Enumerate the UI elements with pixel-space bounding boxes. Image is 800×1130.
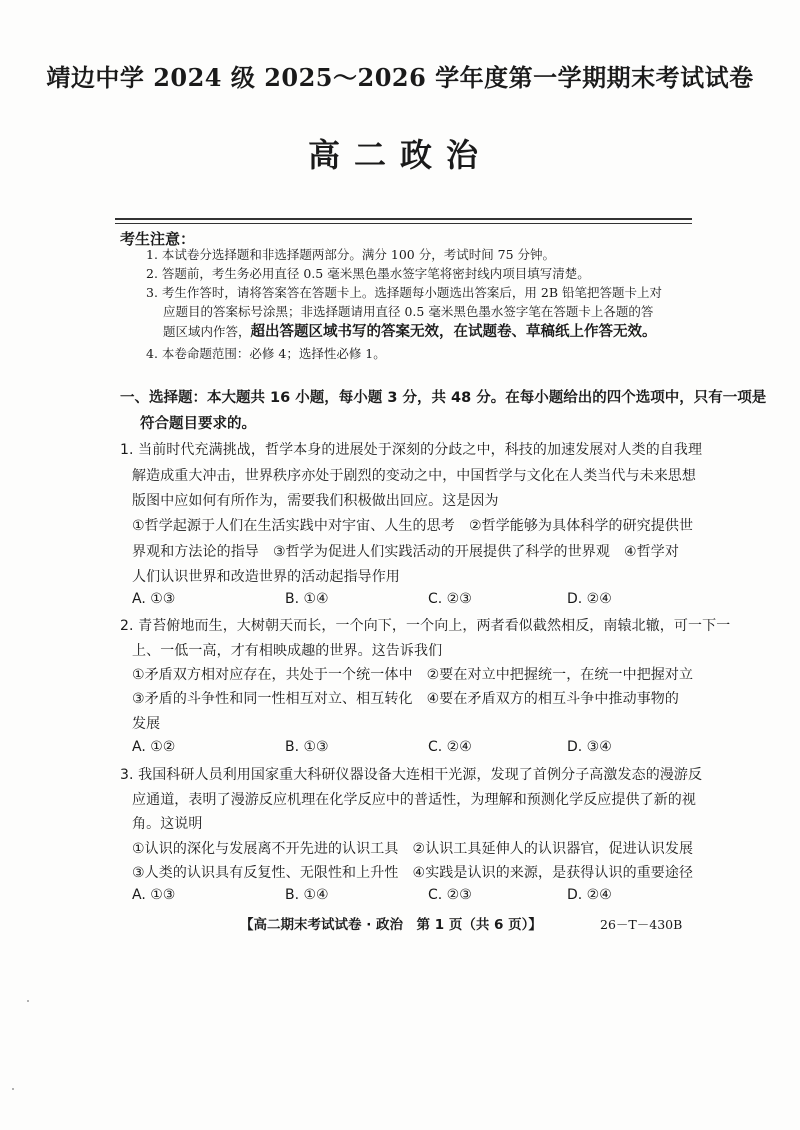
section-heading-line-2: 符合题目要求的。 — [140, 416, 256, 432]
header-divider-thick — [115, 218, 692, 220]
question-3-line-2: 应通道，表明了漫游反应机理在化学反应中的普适性，为理解和预测化学反应提供了新的视 — [132, 792, 696, 808]
notice-line-3a: 3. 考生作答时，请将答案答在答题卡上。选择题每小题选出答案后，用 2B 铅笔把答题卡上对 — [146, 285, 662, 300]
question-3-line-4: ①认识的深化与发展离不开先进的认识工具 ②认识工具延伸人的认识器官，促进认识发展 — [132, 841, 694, 857]
notice-line-3b: 应题目的答案标号涂黑；非选择题请用直径 0.5 毫米黑色墨水签字笔在答题卡上各题的答 — [163, 304, 654, 319]
question-2-line-3: ①矛盾双方相对应存在，共处于一个统一体中 ②要在对立中把握统一，在统一中把握对立 — [132, 667, 694, 683]
question-3-line-1: 3. 我国科研人员利用国家重大科研仪器设备大连相干光源，发现了首例分子高激发态的漫游反 — [120, 767, 703, 783]
question-3-line-5: ③人类的认识具有反复性、无限性和上升性 ④实践是认识的来源，是获得认识的重要途径 — [132, 865, 694, 881]
notice-heading: 考生注意： — [120, 230, 196, 248]
question-1-line-2: 解造成重大冲击，世界秩序亦处于剧烈的变动之中，中国哲学与文化在人类当代与未来思想 — [132, 468, 696, 484]
question-3-option-d: D. ②④ — [567, 887, 612, 903]
question-2-option-a: A. ①② — [132, 739, 176, 755]
scan-speck — [27, 1000, 29, 1002]
question-1-line-6: 人们认识世界和改造世界的活动起指导作用 — [132, 569, 400, 585]
question-1-line-4: ①哲学起源于人们在生活实践中对宇宙、人生的思考 ②哲学能够为具体科学的研究提供世 — [132, 518, 694, 534]
question-1-option-d: D. ②④ — [567, 591, 612, 607]
question-2-option-c: C. ②④ — [428, 739, 472, 755]
question-3-option-a: A. ①③ — [132, 887, 176, 903]
scan-speck — [12, 1088, 14, 1090]
section-heading-line-1: 一、选择题：本大题共 16 小题，每小题 3 分，共 48 分。在每小题给出的四个选项中，只有一项是 — [120, 390, 767, 406]
subject-title: 高二政治 — [307, 136, 492, 174]
page-footer: 【高二期末考试试卷 · 政治 第 1 页（共 6 页）】 — [240, 917, 542, 933]
question-2-line-4: ③矛盾的斗争性和同一性相互对立、相互转化 ④要在矛盾双方的相互斗争中推动事物的 — [132, 691, 679, 707]
notice-line-4: 4. 本卷命题范围：必修 4；选择性必修 1。 — [146, 346, 386, 361]
notice-line-3c — [163, 321, 657, 343]
question-2-option-d: D. ③④ — [567, 739, 612, 755]
question-2-option-b: B. ①③ — [285, 739, 329, 755]
question-1-option-a: A. ①③ — [132, 591, 176, 607]
question-1-line-3: 版图中应如何有所作为，需要我们积极做出回应。这是因为 — [132, 493, 499, 509]
notice-line-3c-prefix: 题区域内作答， — [163, 324, 251, 339]
paper-code: 26－T－430B — [600, 917, 683, 932]
notice-line-2: 2. 答题前，考生务必用直径 0.5 毫米黑色墨水签字笔将密封线内项目填写清楚。 — [146, 266, 590, 281]
question-3-option-b: B. ①④ — [285, 887, 329, 903]
notice-line-1: 1. 本试卷分选择题和非选择题两部分。满分 100 分，考试时间 75 分钟。 — [146, 247, 556, 262]
question-1-line-5: 界观和方法论的指导 ③哲学为促进人们实践活动的开展提供了科学的世界观 ④哲学对 — [132, 544, 679, 560]
question-1-option-b: B. ①④ — [285, 591, 329, 607]
question-2-line-5: 发展 — [132, 716, 161, 732]
question-2-line-2: 上、一低一高，才有相映成趣的世界。这告诉我们 — [132, 643, 443, 659]
exam-title: 靖边中学 2024 级 2025～2026 学年度第一学期期末考试试卷 — [46, 63, 754, 92]
question-3-line-3: 角。这说明 — [132, 816, 203, 832]
header-divider-thin — [115, 223, 692, 224]
question-2-line-1: 2. 青苔俯地而生，大树朝天而长，一个向下，一个向上，两者看似截然相反，南辕北辙，可一下一 — [120, 618, 731, 634]
question-3-option-c: C. ②③ — [428, 887, 472, 903]
question-1-option-c: C. ②③ — [428, 591, 472, 607]
question-1-line-1: 1. 当前时代充满挑战，哲学本身的进展处于深刻的分歧之中，科技的加速发展对人类的自我理 — [120, 442, 703, 458]
notice-emphasis: 超出答题区域书写的答案无效，在试题卷、草稿纸上作答无效。 — [250, 324, 657, 340]
